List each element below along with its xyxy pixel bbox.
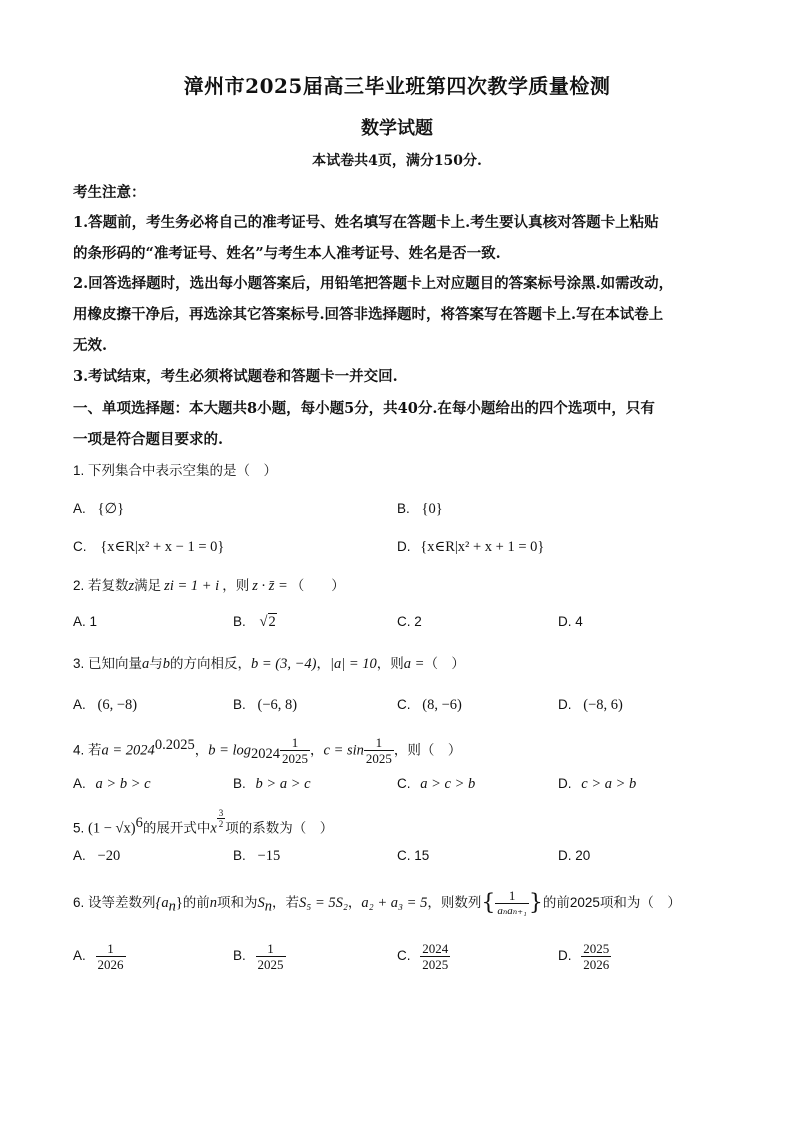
q3-vector-b: b <box>162 656 171 672</box>
q6-option-a-den: 2026 <box>97 956 124 972</box>
q4-option-c <box>397 774 475 794</box>
q3-option-d <box>558 695 623 715</box>
q1-option-b-label: B. <box>397 501 410 516</box>
q6-fraction-den: aₙaₙ₊₁ <box>497 904 527 917</box>
notice-item3: 3.考试结束，考生必须将试题卷和答题卡一并交回. <box>73 368 398 385</box>
q4-fraction-b <box>280 735 310 766</box>
q5-option-a <box>73 846 120 866</box>
q3-option-c <box>397 695 462 715</box>
notice-item2-line3: 无效. <box>73 337 108 354</box>
notice-item1-line1: 1.答题前，考生务必将自己的准考证号、姓名填写在答题卡上.考生要认真核对答题卡上粘贴 <box>73 214 659 231</box>
q3-option-b <box>233 695 297 715</box>
q6-fraction-num: 1 <box>495 888 529 904</box>
q6-option-c <box>397 938 450 974</box>
q6-option-a-label: A. <box>73 948 86 963</box>
q3-a-norm: |a| = 10 <box>330 656 377 672</box>
page-subtitle: 数学试题 <box>361 118 433 139</box>
q6-stem-mid2: 项和为 <box>217 895 258 910</box>
q3-a-result: a = <box>403 656 425 672</box>
q6-option-b-fraction <box>256 941 286 972</box>
q6-var-S: S <box>257 895 265 911</box>
q3-stem-mid: 与 <box>149 656 163 671</box>
q4-stem-post: ，则（ ） <box>393 742 462 758</box>
exam-meta: 本试卷共4页，满分150分. <box>312 153 482 169</box>
section1-line1: 一、单项选择题：本大题共8小题，每小题5分，共40分.在每小题给出的四个选项中，只有 <box>73 400 655 417</box>
q4-fraction-c-den: 2025 <box>365 751 392 767</box>
q6-option-c-num: 2024 <box>422 940 449 956</box>
q4-option-a-label: A. <box>73 776 86 791</box>
q4-log-base: 2024 <box>251 746 281 763</box>
q2-expression: z · z̄ = <box>252 578 288 594</box>
q6-sequence: {a <box>155 895 169 911</box>
q6-option-d-fraction <box>581 941 611 972</box>
q4-a-exponent: 0.2025 <box>154 737 195 753</box>
q6-option-d-num: 2025 <box>583 940 610 956</box>
q1-option-d-label: D. <box>397 539 411 554</box>
q4-option-a <box>73 774 151 794</box>
q3-stem-post: （ ） <box>424 656 465 671</box>
q4-fraction-c <box>364 735 394 766</box>
q5-stem-mid: 的展开式中 <box>142 820 211 836</box>
q4-option-a-value: a > b > c <box>95 776 151 792</box>
q4-stem-pre: 4. 若 <box>73 742 102 758</box>
q3-option-b-label: B. <box>233 697 246 712</box>
q6-option-a <box>73 938 126 974</box>
q2-stem-mid2: ，则 <box>222 578 250 593</box>
q5-exponent: 6 <box>135 815 143 831</box>
q5-option-c: C. 15 <box>397 848 430 863</box>
q1-option-a <box>73 499 124 519</box>
q6-option-d-den: 2026 <box>583 956 610 972</box>
q6-stem: 6. 设等差数列$\{a_n\}$的前n项和为$S_n$，若S₅ = 5S₂，a₂ + a₃ = 5，则数列{ $\frac{1}{\text{aₙaₙ₊₁}}$ }的前2025项和为（ ） <box>73 887 681 917</box>
q5-term-x: x <box>210 820 217 837</box>
q3-option-a-value: (6, −8) <box>97 697 138 713</box>
q6-stem-post: 的前2025项和为（ ） <box>542 895 681 910</box>
q2-option-b: B. √2 <box>233 614 276 630</box>
q6-stem-mid: 的前 <box>182 895 210 910</box>
q2-option-b-value: 2 <box>268 614 276 630</box>
q1-option-c-label: C. <box>73 539 87 554</box>
q2-option-a: A. 1 <box>73 614 98 629</box>
q6-option-a-num: 1 <box>96 941 126 957</box>
q4-c-definition: c = sin <box>323 742 364 759</box>
notice-heading: 考生注意： <box>73 184 146 201</box>
q6-option-b <box>233 938 286 974</box>
q5-term-exponent <box>217 808 226 829</box>
q3-option-a <box>73 695 137 715</box>
q4-fraction-b-den: 2025 <box>282 751 309 767</box>
q3-option-c-label: C. <box>397 697 411 712</box>
q5-option-b-label: B. <box>233 848 246 863</box>
q3-stem-mid3: ，则 <box>376 656 404 671</box>
q3-b-value: b = (3, −4) <box>251 656 317 672</box>
section1-line2: 一项是符合题目要求的. <box>73 431 224 448</box>
q3-stem <box>73 654 465 674</box>
q6-option-c-den: 2025 <box>422 956 449 972</box>
q4-option-b-value: b > a > c <box>255 776 311 792</box>
q4-fraction-c-num: 1 <box>364 735 394 751</box>
q1-option-c <box>73 537 224 557</box>
q6-option-b-label: B. <box>233 948 246 963</box>
q6-stem-pre: 6. 设等差数列 <box>73 895 156 910</box>
q2-stem <box>73 576 345 596</box>
q4-option-b-label: B. <box>233 776 246 791</box>
q1-option-d-value: {x∈R|x² + x + 1 = 0} <box>420 539 545 555</box>
q6-option-b-den: 2025 <box>257 956 284 972</box>
q4-b-definition: b = log <box>208 742 252 759</box>
q3-option-a-label: A. <box>73 697 86 712</box>
q5-option-b-value: −15 <box>257 848 281 864</box>
page-title: 漳州市2025届高三毕业班第四次教学质量检测 <box>183 74 611 98</box>
q6-option-c-label: C. <box>397 948 411 963</box>
q6-stem-mid3: ，若 <box>272 895 300 910</box>
q6-condition-1: S₅ = 5S₂ <box>299 895 348 911</box>
q1-option-d <box>397 537 544 557</box>
q5-option-a-label: A. <box>73 848 86 863</box>
q4-fraction-b-num: 1 <box>280 735 310 751</box>
notice-item1-line2: 的条形码的“准考证号、姓名”与考生本人准考证号、姓名是否一致. <box>73 245 501 262</box>
q5-stem-pre: 5. <box>73 820 85 836</box>
q5-stem-post: 项的系数为（ ） <box>225 820 334 836</box>
q6-stem-mid4: ，则数列 <box>427 895 482 910</box>
q4-option-c-label: C. <box>397 776 411 791</box>
q2-condition: zi = 1 + i <box>164 578 220 594</box>
q1-option-b-value: {0} <box>421 501 443 517</box>
q4-option-b <box>233 774 311 794</box>
q1-stem: 1. 下列集合中表示空集的是（ ） <box>73 463 278 478</box>
q6-var-n: n <box>209 895 218 911</box>
q1-option-a-value: {∅} <box>97 501 125 517</box>
q5-option-b <box>233 846 280 866</box>
q2-option-d: D. 4 <box>558 614 583 629</box>
q6-sequence-sub: n <box>168 898 176 915</box>
q3-stem-pre: 3. 已知向量 <box>73 656 143 671</box>
q4-option-d-label: D. <box>558 776 572 791</box>
q1-option-c-value: {x∈R|x² + x − 1 = 0} <box>100 539 225 555</box>
q4-option-d-value: c > a > b <box>581 776 637 792</box>
q1-option-b <box>397 499 443 519</box>
q1-option-a-label: A. <box>73 501 86 516</box>
q6-condition-2: a₂ + a₃ = 5 <box>361 895 428 911</box>
q6-option-c-fraction <box>420 941 450 972</box>
q3-option-d-value: (−8, 6) <box>583 697 623 713</box>
q4-option-c-value: a > c > b <box>420 776 476 792</box>
q5-stem <box>73 808 333 842</box>
q2-option-b-label: B. <box>233 614 246 629</box>
q5-expression: (1 − √x) <box>88 820 136 837</box>
q6-fraction <box>495 888 529 919</box>
q4-option-d <box>558 774 636 794</box>
q4-stem: 4. 若$a = 2024^{0.2025}$，$b = \log_{2024}$ $\frac{1}{2025}$ ，c = sin $\frac{1}{2025}$ ，则（ ） <box>73 735 462 767</box>
q5-term-exp-num: 3 <box>218 808 224 818</box>
q2-var-z: z <box>128 578 135 594</box>
q3-option-d-label: D. <box>558 697 572 712</box>
q2-stem-pre: 2. 若复数 <box>73 578 129 593</box>
q3-separator: ， <box>316 656 330 671</box>
q6-option-d-label: D. <box>558 948 572 963</box>
q6-option-d <box>558 938 611 974</box>
q2-option-c: C. 2 <box>397 614 422 629</box>
q6-option-a-fraction <box>96 941 126 972</box>
q5-term-exp-den: 2 <box>218 819 224 829</box>
q3-option-b-value: (−6, 8) <box>257 697 298 713</box>
q6-option-b-num: 1 <box>256 941 286 957</box>
q2-stem-post: （ ） <box>290 578 345 593</box>
q3-stem-mid2: 的方向相反， <box>170 656 252 671</box>
q5-option-a-value: −20 <box>97 848 121 864</box>
q2-stem-mid: 满足 <box>134 578 162 593</box>
q4-a-definition: a = 2024 <box>101 742 155 759</box>
notice-item2-line2: 用橡皮擦干净后，再选涂其它答案标号.回答非选择题时，将答案写在答题卡上.写在本试卷上 <box>73 306 664 323</box>
q6-var-S-sub: n <box>264 898 273 915</box>
q3-vector-a: a <box>142 656 150 672</box>
q5-option-d: D. 20 <box>558 848 591 863</box>
notice-item2-line1: 2.回答选择题时，选出每小题答案后，用铅笔把答题卡上对应题目的答案标号涂黑.如需改动， <box>73 275 674 292</box>
q3-option-c-value: (8, −6) <box>422 697 462 713</box>
